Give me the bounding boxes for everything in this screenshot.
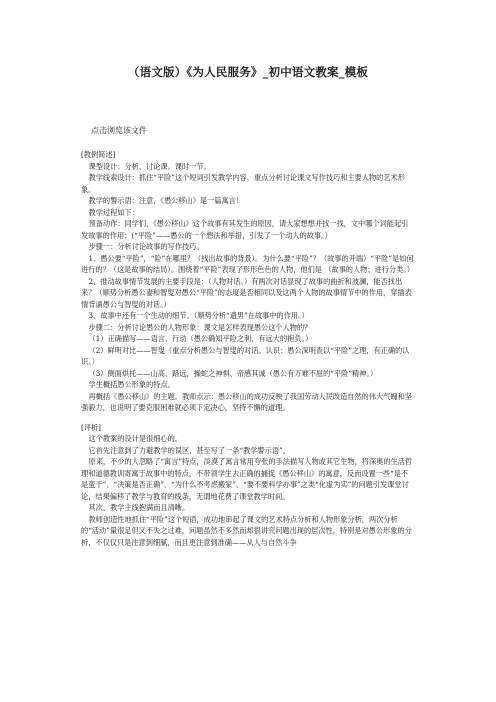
document-body: [81, 149, 415, 548]
paragraph: 再概括《愚公移山》的主题。教师点示：愚公移山的成功反映了我国劳动人民改造自然的伟大气魄和坚强毅力，也说明了要克服困难就必须下定决心，坚持不懈的道理。: [81, 391, 412, 412]
paragraph: 教学线索设计：抓住“平险”这个短词引发教学内容，重点分析讨论课文写作技巧和主要人物的艺术形象。: [81, 173, 405, 194]
document-title: （语文版）《为人民服务》_初中语文教案_模板: [127, 65, 369, 79]
paragraph: 步骤二：分析讨论愚公的人物形象：课文是怎样表现愚公这个人物的？: [88, 322, 312, 332]
paragraph: 它首先注意到了力避教学的误区，甚至写了一条“教学警示语”。: [88, 445, 290, 455]
section-spacer: [81, 414, 415, 422]
paragraph: 这个教案的设计是很细心的。: [88, 434, 182, 443]
paragraph: 教师创造性地抓住“平险”这个短语，成功地串起了课文的艺术特点分析和人物形象分析，两次分析的“活动”量很足但又不失之过难，问题虽然不多然而却很讲究问题出现的层次性，特别是对愚公形象的分析，不仅仅只是注意到细腻，而且更注意到准确——从人与自然斗争: [81, 514, 412, 547]
paragraph: 3、故事中还有一个生动的细节。（顺势分析“遗男”在故事中的作用。）: [88, 311, 309, 320]
paragraph: 原来，不少的人忽略了“寓言”特点，淡漠了寓言常用夸张的手法描写人物或其它生物，将深奥的生活哲理和道德教训寄寓于故事中的特点，不带领学生去正确的捕捉《愚公移山》的寓意，反而设置一些“是不是蛮干”、“决策是否正确”、“为什么不考虑搬家”、“要不要科学办事”之类“化虚为实”的问题引发课堂讨论，结果偏移了教学与教育的线条，无谓地花费了课堂教学时间。: [81, 457, 413, 501]
paragraph: 其次，教学主线抱满而且清晰。: [88, 503, 190, 512]
paragraph: （3）侧面烘托——山高、路远，操蛇之神惧、帝感其诚（愚公有万难不屈的“平险”精神。）: [88, 368, 378, 378]
paragraph: 教学的警示语：注意，《愚公移山》是一篇寓言！: [88, 196, 244, 205]
paragraph: 预备动作：同学们，《愚公移山》这个故事有其发生的原因，请大家想想并找一找，文中哪个词能起引发故事的作用；(“平险”——愚公的一个想法和举措，引发了一个动人的故事。）: [81, 219, 409, 240]
view-file-link[interactable]: 点击浏览该文件: [91, 126, 147, 135]
paragraph: 步骤一：分析讨论故事的写作技巧。: [88, 242, 204, 251]
paragraph: 1、愚公要“平险”，“险”在哪里？（找出故事的背景）。为什么要“平险”？（故事的开端）“平险”是如何进行的？（这是故事的结局）。围绕着“平险”表现了形形色色的人物，他们是 （故事的人物；进行分类。）: [81, 253, 415, 274]
paragraph: （1）正确描写——语言、行动（愚公确知平险之利，有远大的抱负。）: [88, 334, 313, 343]
paragraph: 学生概括愚公形象的特点。: [88, 380, 175, 389]
paragraph: 课型设计：分析、讨论课。课时一节。: [88, 161, 211, 171]
section-heading-overview: [教例简述]: [81, 150, 116, 159]
paragraph: 2、推动故事情节发展的主要手段是：（人物对话。）有两次对话显现了故事的曲折和波澜，能否找出来？（顺势分析愚公妻和智叟对愚公“平险”的态度是否相同以及这两个人物的故事情节中的作用，穿插表情背诵愚公与智叟的对话。）: [81, 276, 412, 309]
paragraph: （2）鲜明对比——智叟（重点分析愚公与智叟的对话。认识：愚公深明查以“平险”之理，有正确的认识。）: [81, 345, 410, 366]
section-heading-review: [评析]: [81, 422, 101, 432]
paragraph: 教学过程如下：: [88, 207, 139, 217]
